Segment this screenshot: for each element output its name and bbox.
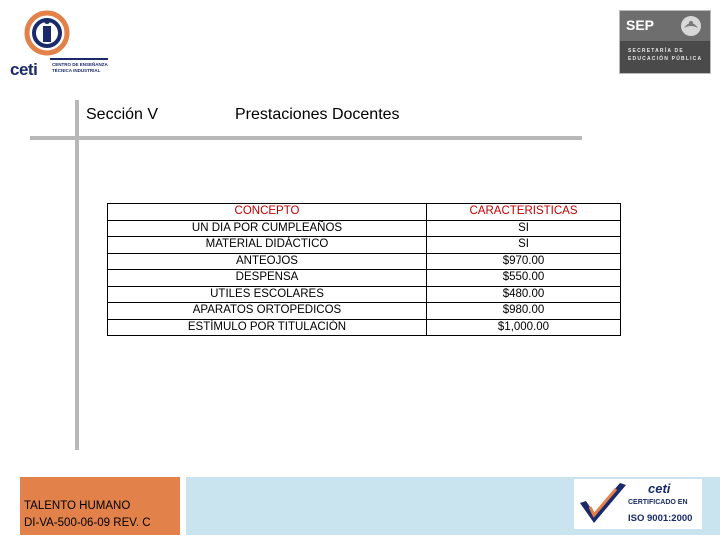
characteristics-cell: $980.00 — [427, 303, 620, 320]
concept-cell: ANTEOJOS — [108, 254, 426, 271]
concept-cell: UTILES ESCOLARES — [108, 287, 426, 304]
concept-cell: ESTÍMULO POR TITULACIÓN — [187, 320, 347, 333]
cert-wordmark: ceti — [648, 481, 671, 496]
iso-certification-logo — [574, 479, 702, 529]
column-header-concept: CONCEPTO — [108, 204, 426, 221]
concept-cell: MATERIAL DIDÁCTICO — [108, 237, 426, 254]
footer-department: TALENTO HUMANO — [24, 500, 131, 512]
concept-cell: UN DIA POR CUMPLEAÑOS — [108, 221, 426, 238]
concept-cell: DESPENSA — [108, 270, 426, 287]
benefits-table — [107, 203, 621, 336]
eagle-emblem-icon — [678, 14, 704, 38]
footer-document-code: DI-VA-500-06-09 REV. C — [24, 517, 151, 529]
characteristics-cell: SI — [427, 237, 620, 254]
concept-column — [108, 204, 427, 336]
sep-subtitle-line1: SECRETARÍA DE — [628, 48, 684, 54]
ceti-wordmark: ceti — [10, 60, 38, 79]
characteristics-column — [427, 204, 621, 336]
sep-logo — [619, 10, 711, 74]
ceti-emblem-icon — [22, 10, 72, 56]
table-row — [108, 204, 621, 336]
characteristics-cell: $1,000.00 — [497, 320, 550, 333]
section-label: Sección V — [86, 106, 159, 123]
cert-line1: CERTIFICADO EN — [628, 499, 688, 506]
ceti-subtitle: CENTRO DE ENSEÑANZA TÉCNICA INDUSTRIAL — [52, 62, 108, 73]
section-title: Prestaciones Docentes — [235, 106, 400, 123]
ceti-logo — [8, 8, 108, 78]
characteristics-cell: $970.00 — [427, 254, 620, 271]
cert-line2: ISO 9001:2000 — [628, 513, 693, 524]
vertical-divider — [75, 100, 79, 450]
characteristics-cell: SI — [427, 221, 620, 238]
checkmark-icon — [576, 481, 628, 527]
concept-cell: APARATOS ORTOPEDICOS — [108, 303, 426, 320]
characteristics-cell: $480.00 — [427, 287, 620, 304]
column-header-characteristics: CARACTERISTICAS — [427, 204, 620, 221]
sep-wordmark: SEP — [626, 17, 655, 33]
characteristics-cell: $550.00 — [427, 270, 620, 287]
footer-left-panel — [20, 477, 180, 535]
horizontal-divider — [30, 136, 582, 140]
sep-subtitle — [628, 47, 702, 63]
ceti-divider — [50, 58, 108, 60]
sep-subtitle-line2: EDUCACIÓN PÚBLICA — [628, 56, 703, 62]
